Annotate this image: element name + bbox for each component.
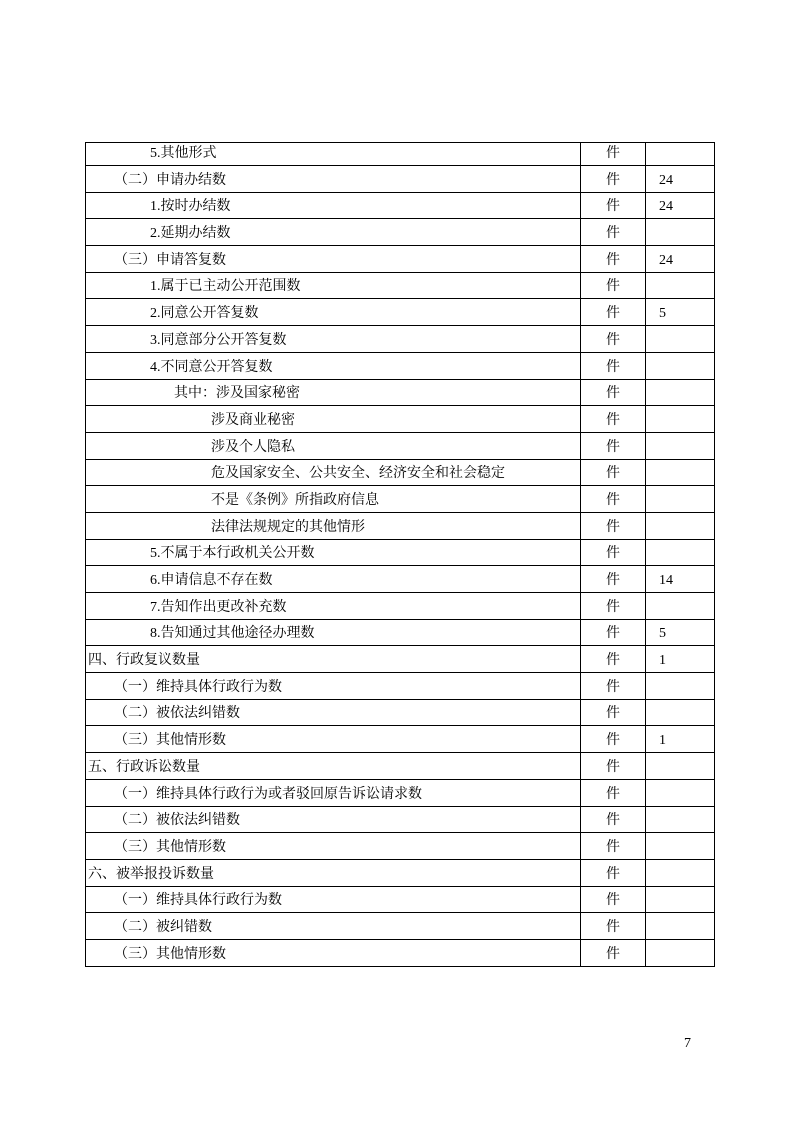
table-row: [86, 699, 714, 726]
unit-cell: 件: [581, 486, 646, 512]
table-row: [86, 886, 714, 913]
table-row: [86, 352, 714, 379]
unit-cell: 件: [581, 433, 646, 459]
value-cell: 1: [659, 653, 666, 669]
value-cell: [646, 780, 712, 806]
unit-cell: 件: [581, 780, 646, 806]
value-cell: [646, 219, 712, 245]
table-row: [86, 619, 714, 646]
table-row: [86, 725, 714, 752]
row-label-cell: 六、被举报投诉数量: [86, 860, 581, 886]
table-row: [86, 939, 714, 966]
unit-cell: 件: [581, 540, 646, 566]
row-label-cell: 5.不属于本行政机关公开数: [86, 540, 581, 566]
row-label-cell: （一）维持具体行政行为或者驳回原告诉讼请求数: [86, 780, 581, 806]
page-number: 7: [684, 1036, 691, 1051]
unit-cell: 件: [581, 807, 646, 833]
row-label-cell: （二）被纠错数: [86, 913, 581, 939]
value-cell: 1: [659, 733, 666, 749]
row-label-cell: 5.其他形式: [86, 143, 581, 165]
table-row: [86, 485, 714, 512]
row-label-cell: 法律法规规定的其他情形: [86, 513, 581, 539]
value-cell: [646, 353, 712, 379]
unit-cell: 件: [581, 593, 646, 619]
unit-cell: 件: [581, 860, 646, 886]
row-label-cell: （三）其他情形数: [86, 940, 581, 966]
unit-cell: 件: [581, 143, 646, 165]
table-row: [86, 912, 714, 939]
value-cell: [646, 460, 712, 486]
unit-cell: 件: [581, 833, 646, 859]
table-row: [86, 165, 714, 192]
table-row: [86, 298, 714, 325]
unit-cell: 件: [581, 353, 646, 379]
row-label-cell: 2.同意公开答复数: [86, 299, 581, 325]
value-cell: 24: [659, 199, 673, 215]
value-cell: [646, 540, 712, 566]
table-row: [86, 192, 714, 219]
table-row: [86, 672, 714, 699]
row-label-cell: （三）申请答复数: [86, 246, 581, 272]
value-cell: [646, 860, 712, 886]
unit-cell: 件: [581, 380, 646, 406]
table-row: [86, 859, 714, 886]
value-cell: [646, 673, 712, 699]
value-cell: [646, 940, 712, 966]
unit-cell: 件: [581, 219, 646, 245]
unit-cell: 件: [581, 753, 646, 779]
row-label-cell: 五、行政诉讼数量: [86, 753, 581, 779]
unit-cell: 件: [581, 299, 646, 325]
table-row: [86, 539, 714, 566]
unit-cell: 件: [581, 513, 646, 539]
row-label-cell: 其中：涉及国家秘密: [86, 380, 581, 406]
row-label-cell: 2.延期办结数: [86, 219, 581, 245]
unit-cell: 件: [581, 940, 646, 966]
unit-cell: 件: [581, 273, 646, 299]
value-cell: [646, 273, 712, 299]
value-cell: 14: [659, 573, 673, 588]
row-label-cell: 4.不同意公开答复数: [86, 353, 581, 379]
row-label-cell: 6.申请信息不存在数: [86, 566, 581, 592]
table-row: [86, 325, 714, 352]
table-row: [86, 405, 714, 432]
table-row: [86, 245, 714, 272]
row-label-cell: 1.按时办结数: [86, 193, 581, 219]
value-cell: [646, 593, 712, 619]
table-row: [86, 645, 714, 672]
table-row: [86, 379, 714, 406]
table-row: [86, 752, 714, 779]
table-row: [86, 459, 714, 486]
value-cell: 24: [659, 172, 673, 188]
row-label-cell: （三）其他情形数: [86, 726, 581, 752]
table-row: [86, 272, 714, 299]
value-cell: [646, 753, 712, 779]
value-cell: [646, 913, 712, 939]
row-label-cell: 1.属于已主动公开范围数: [86, 273, 581, 299]
value-cell: 24: [659, 252, 673, 268]
table-row: [86, 565, 714, 592]
unit-cell: 件: [581, 646, 646, 672]
value-cell: [646, 887, 712, 913]
row-label-cell: 3.同意部分公开答复数: [86, 326, 581, 352]
unit-cell: 件: [581, 326, 646, 352]
row-label-cell: （二）被依法纠错数: [86, 807, 581, 833]
table-row: [86, 806, 714, 833]
unit-cell: 件: [581, 620, 646, 646]
unit-cell: 件: [581, 726, 646, 752]
row-label-cell: 四、行政复议数量: [86, 646, 581, 672]
row-label-cell: （二）申请办结数: [86, 166, 581, 192]
row-label-cell: 不是《条例》所指政府信息: [86, 486, 581, 512]
unit-cell: 件: [581, 460, 646, 486]
row-label-cell: （二）被依法纠错数: [86, 700, 581, 726]
unit-cell: 件: [581, 246, 646, 272]
table-row: [86, 432, 714, 459]
table-row: [86, 143, 714, 165]
table-row: [86, 832, 714, 859]
row-label-cell: 涉及个人隐私: [86, 433, 581, 459]
report-table: [85, 142, 715, 967]
value-cell: [646, 143, 712, 165]
unit-cell: 件: [581, 700, 646, 726]
value-cell: [646, 326, 712, 352]
unit-cell: 件: [581, 193, 646, 219]
row-label-cell: （一）维持具体行政行为数: [86, 673, 581, 699]
unit-cell: 件: [581, 913, 646, 939]
unit-cell: 件: [581, 566, 646, 592]
unit-cell: 件: [581, 166, 646, 192]
row-label-cell: （一）维持具体行政行为数: [86, 887, 581, 913]
unit-cell: 件: [581, 406, 646, 432]
value-cell: [646, 380, 712, 406]
row-label-cell: 危及国家安全、公共安全、经济安全和社会稳定: [86, 460, 581, 486]
value-cell: 5: [659, 626, 666, 642]
row-label-cell: 7.告知作出更改补充数: [86, 593, 581, 619]
value-cell: [646, 486, 712, 512]
unit-cell: 件: [581, 673, 646, 699]
table-row: [86, 779, 714, 806]
row-label-cell: 涉及商业秘密: [86, 406, 581, 432]
row-label-cell: 8.告知通过其他途径办理数: [86, 620, 581, 646]
value-cell: [646, 807, 712, 833]
value-cell: [646, 833, 712, 859]
value-cell: [646, 700, 712, 726]
table-row: [86, 218, 714, 245]
table-row: [86, 592, 714, 619]
row-label-cell: （三）其他情形数: [86, 833, 581, 859]
table-row: [86, 512, 714, 539]
value-cell: 5: [659, 306, 666, 322]
value-cell: [646, 513, 712, 539]
unit-cell: 件: [581, 887, 646, 913]
value-cell: [646, 433, 712, 459]
value-cell: [646, 406, 712, 432]
